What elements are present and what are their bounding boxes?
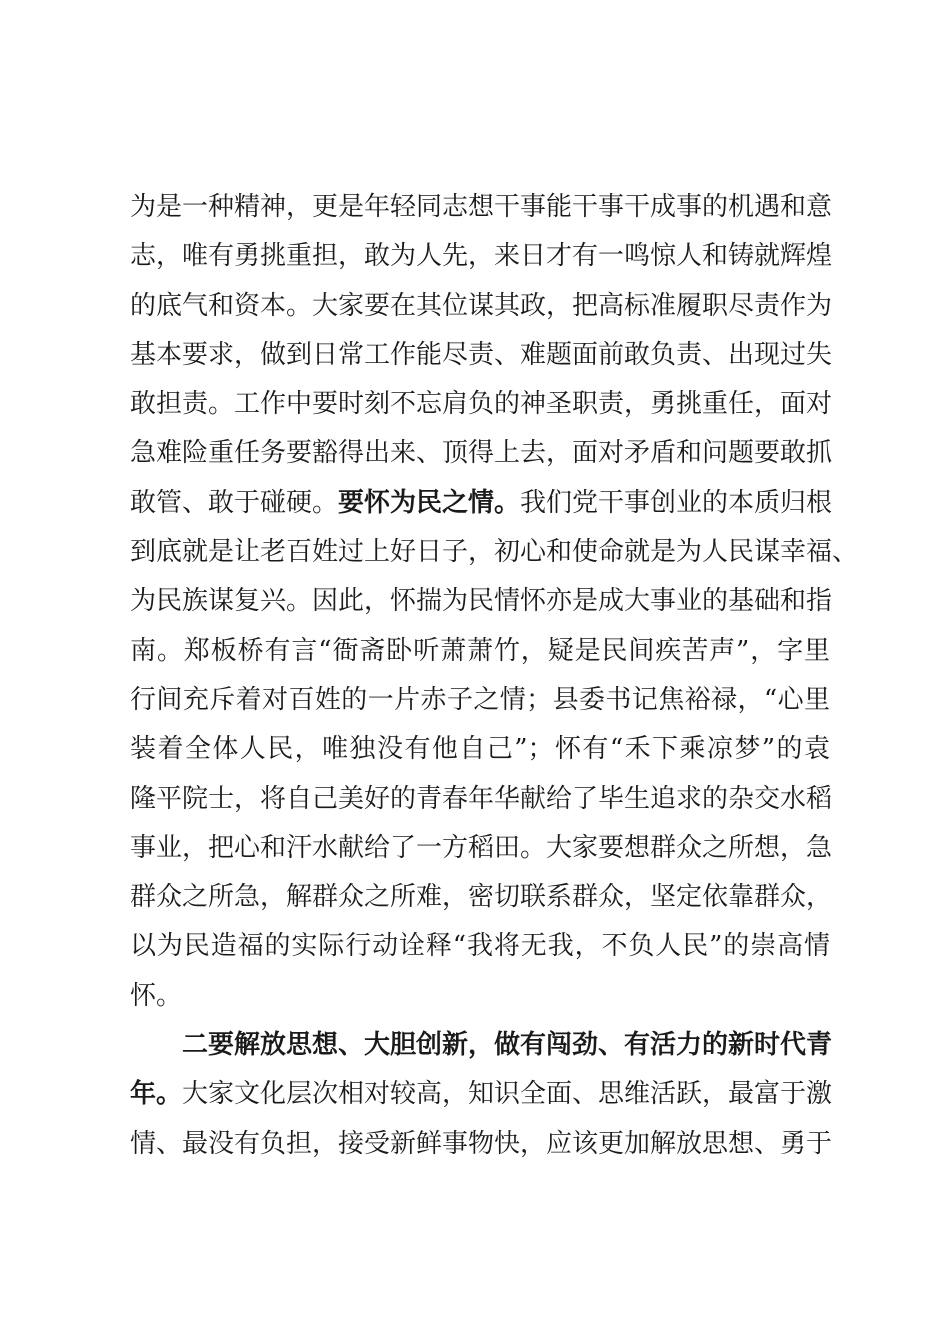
text-line: 行间充斥着对百姓的一片赤子之情；县委书记焦裕禄，“心里 [130,684,830,715]
text-line: 到底就是让老百姓过上好日子，初心和使命就是为人民谋幸福、 [130,537,859,568]
text-line: 敢担责。工作中要时刻不忘肩负的神圣职责，勇挑重任，面对 [130,389,833,420]
text-line: 群众之所急，解群众之所难，密切联系群众，坚定依靠群众， [130,882,833,913]
bold-heading-segment: 要怀为民之情。 [338,487,521,518]
text-line: 以为民造福的实际行动诠释“我将无我，不负人民”的崇高情 [130,931,830,962]
text-line [130,479,833,528]
text-line: 南。郑板桥有言“衙斋卧听萧萧竹，疑是民间疾苦声”，字里 [130,635,830,666]
text-line: 基本要求，做到日常工作能尽责、难题面前敢负责、出现过失 [130,339,833,370]
text-line: 怀。 [130,980,183,1011]
text-segment: 大家文化层次相对较高，知识全面、思维活跃，最富于激 [182,1079,833,1110]
text-line: 为是一种精神，更是年轻同志想干事能干事干成事的机遇和意 [130,192,833,222]
text-line: 为民族谋复兴。因此，怀揣为民情怀亦是成大事业的基础和指 [130,586,833,617]
text-segment: 敢管、敢于碰硬。 [130,487,339,518]
section-heading-line: 二要解放思想、大胆创新，做有闯劲、有活力的新时代青 [182,1030,833,1061]
text-line: 装着全体人民，唯独没有他自己”；怀有“禾下乘凉梦”的袁 [130,734,830,765]
text-line: 志，唯有勇挑重担，敢为人先，来日才有一鸣惊人和铸就辉煌 [130,241,833,272]
text-line [130,1070,833,1119]
text-line: 急难险重任务要豁得出来、顶得上去，面对矛盾和问题要敢抓 [130,438,833,469]
text-segment: 我们党干事创业的本质归根 [520,487,833,518]
bold-heading-segment: 年。 [130,1079,183,1110]
text-line: 的底气和资本。大家要在其位谋其政，把高标准履职尽责作为 [130,290,833,321]
document-body [130,183,859,1169]
text-line: 情、最没有负担，接受新鲜事物快，应该更加解放思想、勇于 [130,1128,833,1159]
text-line: 隆平院士，将自己美好的青春年华献给了毕生追求的杂交水稻 [130,783,833,814]
text-line: 事业，把心和汗水献给了一方稻田。大家要想群众之所想，急 [130,832,833,863]
